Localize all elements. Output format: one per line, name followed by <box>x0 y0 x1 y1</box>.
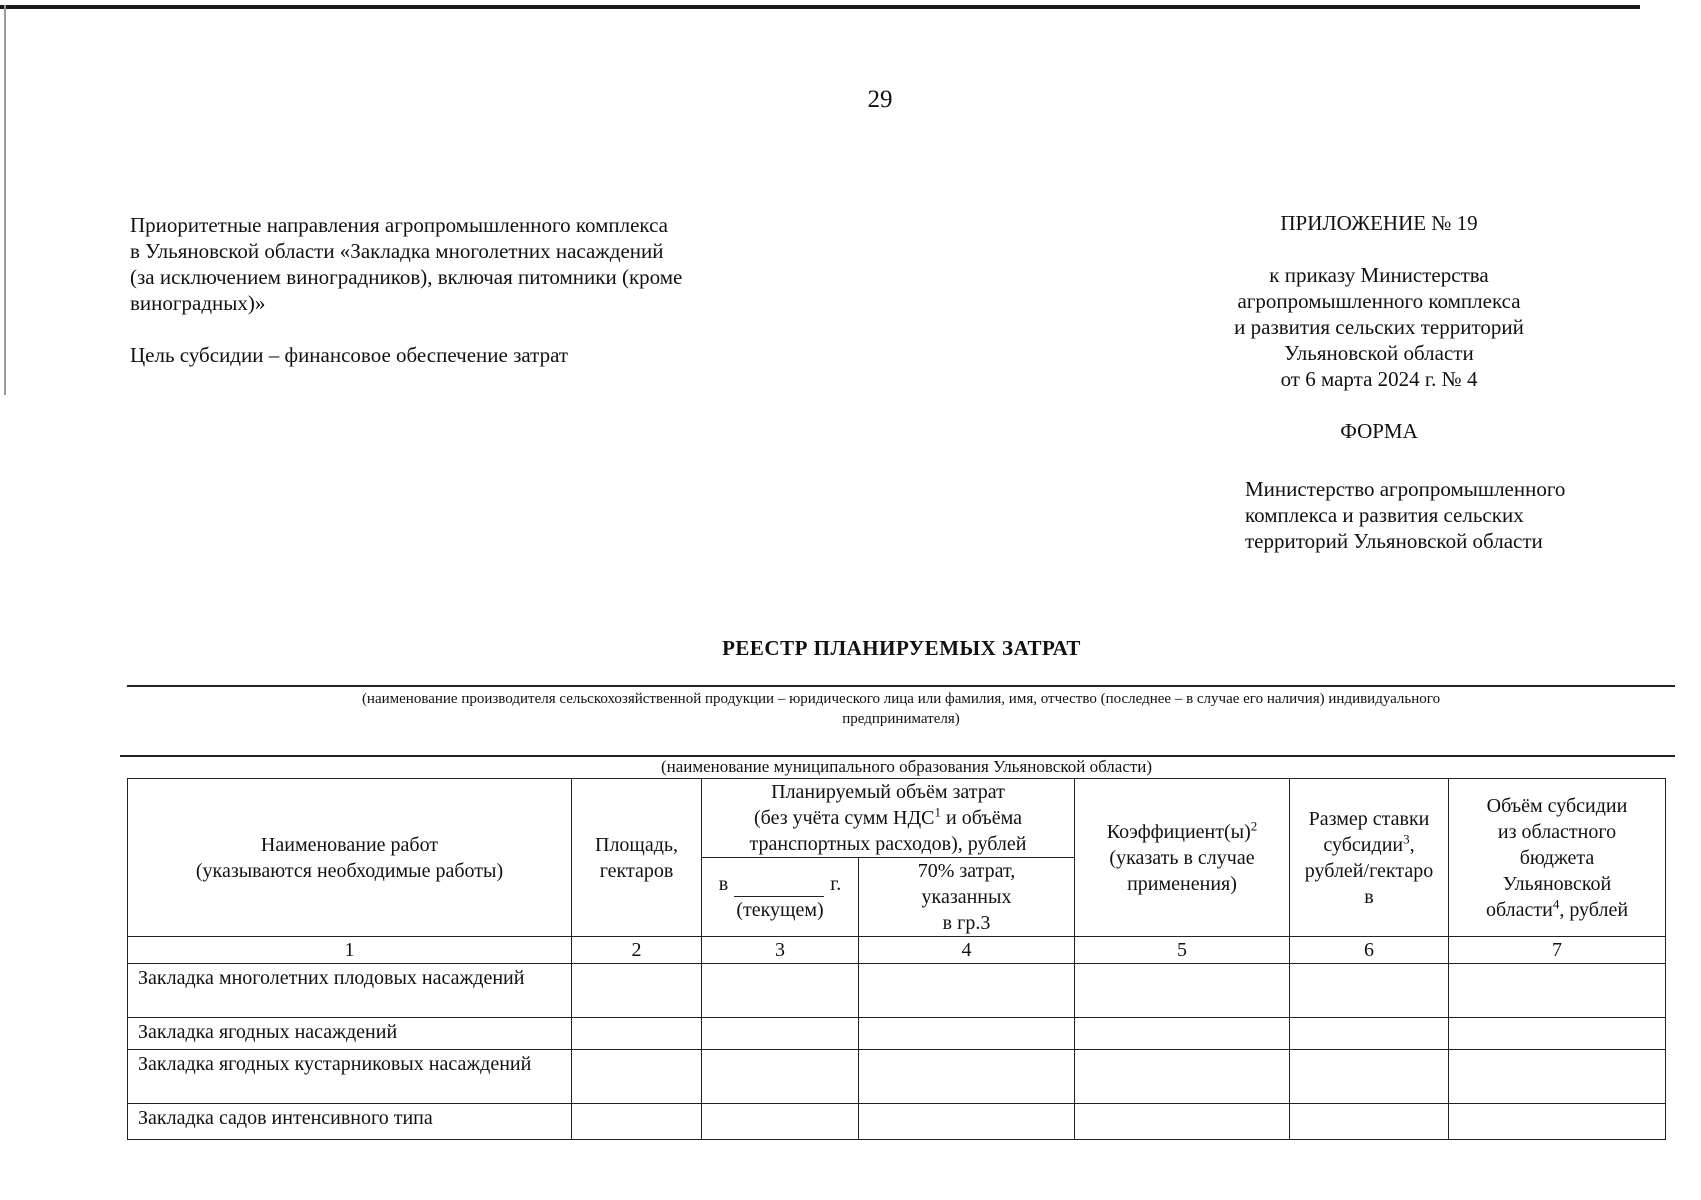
header-coef-line: (указать в случае <box>1109 846 1255 869</box>
row-work-name: Закладка ягодных кустарниковых насаждений <box>128 1050 572 1104</box>
ministry-line: комплекса и развития сельских <box>1245 503 1524 527</box>
title-line: в Ульяновской области «Закладка многолетних насаждений <box>130 239 664 263</box>
annex-line: и развития сельских территорий <box>1234 315 1524 339</box>
header-rate-line: субсидии$^3$, <box>1323 830 1415 856</box>
table-cell[interactable] <box>1290 1050 1449 1104</box>
header-subsidy-line: Ульяновской <box>1502 872 1612 895</box>
header-subsidy-line: Объём субсидии <box>1486 794 1628 817</box>
left-border-rule <box>4 5 6 395</box>
header-year-line <box>706 871 854 897</box>
header-coefficient <box>1075 779 1290 937</box>
column-number: 4 <box>859 937 1075 964</box>
header-subsidy-line: из областного <box>1497 820 1617 843</box>
table-cell[interactable] <box>859 1018 1075 1050</box>
table-cell[interactable] <box>1290 1104 1449 1140</box>
header-area <box>572 779 702 937</box>
ministry-line: территорий Ульяновской области <box>1245 529 1543 553</box>
table-cell[interactable] <box>1449 964 1666 1018</box>
header-pct-line: указанных <box>921 886 1012 908</box>
table-cell[interactable] <box>1449 1050 1666 1104</box>
table-cell[interactable] <box>702 964 859 1018</box>
row-work-name: Закладка садов интенсивного типа <box>128 1104 572 1140</box>
table-row <box>128 964 1666 1018</box>
table-cell[interactable] <box>859 1104 1075 1140</box>
producer-caption-line: (наименование производителя сельскохозяйственной продукции – юридического лица или фамилия, имя, отчество (последнее – в случае его наличия) индивидуального <box>361 691 1441 707</box>
footnote-ref-3: 3 <box>1403 830 1410 846</box>
header-rate <box>1290 779 1449 937</box>
producer-caption-line: предпринимателя) <box>842 711 960 727</box>
header-planned-line: Планируемый объём затрат <box>771 781 1005 803</box>
table-cell[interactable] <box>1449 1018 1666 1050</box>
registry-table <box>127 778 1666 1140</box>
table-cell[interactable] <box>702 1050 859 1104</box>
header-subsidy-line: бюджета <box>1519 846 1595 869</box>
page-number: 29 <box>867 86 893 113</box>
table-cell[interactable] <box>702 1104 859 1140</box>
annex-line: агропромышленного комплекса <box>1237 289 1521 313</box>
table-cell[interactable] <box>1075 1050 1290 1104</box>
table-cell[interactable] <box>572 1104 702 1140</box>
table-cell[interactable] <box>1290 964 1449 1018</box>
header-planned-costs <box>702 779 1075 858</box>
row-work-name: Закладка ягодных насаждений <box>128 1018 572 1050</box>
header-work-name-note: (указываются необходимые работы) <box>195 859 504 882</box>
annex-line: Ульяновской области <box>1284 341 1474 365</box>
column-number: 5 <box>1075 937 1290 964</box>
table-cell[interactable] <box>1075 1018 1290 1050</box>
municipal-caption: (наименование муниципального образования Ульяновской области) <box>660 757 1153 776</box>
title-line: виноградных)» <box>130 291 266 315</box>
column-number: 3 <box>702 937 859 964</box>
subsidy-goal: Цель субсидии – финансовое обеспечение затрат <box>130 343 569 367</box>
form-label: ФОРМА <box>1340 419 1418 443</box>
header-year-note: (текущем) <box>736 899 824 921</box>
header-rate-line: в <box>1364 885 1374 908</box>
header-pct-line: 70% затрат, <box>917 860 1016 882</box>
header-pct-line: в гр.3 <box>942 912 991 934</box>
table-cell[interactable] <box>859 964 1075 1018</box>
header-subsidy-line: области$^4$, рублей <box>1485 895 1629 921</box>
column-number: 6 <box>1290 937 1449 964</box>
title-line: Приоритетные направления агропромышленного комплекса <box>130 213 669 237</box>
footnote-ref-2: 2 <box>1250 817 1258 833</box>
header-year-prefix: в <box>718 873 729 895</box>
table-row <box>128 1050 1666 1104</box>
top-border-rule <box>0 5 1640 9</box>
table-cell[interactable] <box>859 1050 1075 1104</box>
header-row <box>128 779 1666 858</box>
table-cell[interactable] <box>572 1018 702 1050</box>
column-number: 2 <box>572 937 702 964</box>
ministry-recipient <box>1245 476 1565 554</box>
table-cell[interactable] <box>1075 964 1290 1018</box>
header-work-name-label: Наименование работ <box>260 833 439 856</box>
header-area-unit: гектаров <box>599 859 674 882</box>
header-coef-line: применения) <box>1127 872 1237 895</box>
header-planned-line: транспортных расходов), рублей <box>749 833 1027 855</box>
header-current-year <box>702 858 859 937</box>
producer-caption <box>140 689 1662 729</box>
year-blank-field <box>734 878 824 897</box>
annex-line: к приказу Министерства <box>1269 263 1489 287</box>
table-cell[interactable] <box>1075 1104 1290 1140</box>
ministry-line: Министерство агропромышленного <box>1245 477 1566 501</box>
table-cell[interactable] <box>572 1050 702 1104</box>
header-planned-line: (без учёта сумм НДС$^1$ и объёма <box>754 804 1022 829</box>
title-line: (за исключением виноградников), включая питомники (кроме <box>130 265 683 289</box>
table-cell[interactable] <box>702 1018 859 1050</box>
table-row <box>128 1018 1666 1050</box>
producer-fill-line <box>127 685 1675 687</box>
header-subsidy <box>1449 779 1666 937</box>
header-work-name <box>128 779 572 937</box>
registry-title: РЕЕСТР ПЛАНИРУЕМЫХ ЗАТРАТ <box>722 636 1081 660</box>
header-seventy-percent <box>859 858 1075 937</box>
table-cell[interactable] <box>1449 1104 1666 1140</box>
header-area-label: Площадь, <box>595 833 678 856</box>
annex-line: от 6 марта 2024 г. № 4 <box>1280 367 1478 391</box>
column-number: 1 <box>128 937 572 964</box>
header-coef-line: $Коэффициент(ы)^2$ <box>1106 817 1258 843</box>
header-year-suffix: г. <box>830 873 842 895</box>
row-work-name: Закладка многолетних плодовых насаждений <box>128 964 572 1018</box>
title-block <box>130 212 810 368</box>
column-number-row <box>128 937 1666 964</box>
table-cell[interactable] <box>1290 1018 1449 1050</box>
footnote-ref-1: 1 <box>934 804 941 820</box>
table-row <box>128 1104 1666 1140</box>
column-number: 7 <box>1449 937 1666 964</box>
annex-title: ПРИЛОЖЕНИЕ № 19 <box>1280 211 1478 235</box>
annex-block <box>1169 210 1589 444</box>
table-cell[interactable] <box>572 964 702 1018</box>
footnote-ref-4: 4 <box>1552 895 1560 911</box>
header-rate-line: рублей/гектаро <box>1304 859 1434 882</box>
header-rate-line: Размер ставки <box>1308 807 1430 830</box>
